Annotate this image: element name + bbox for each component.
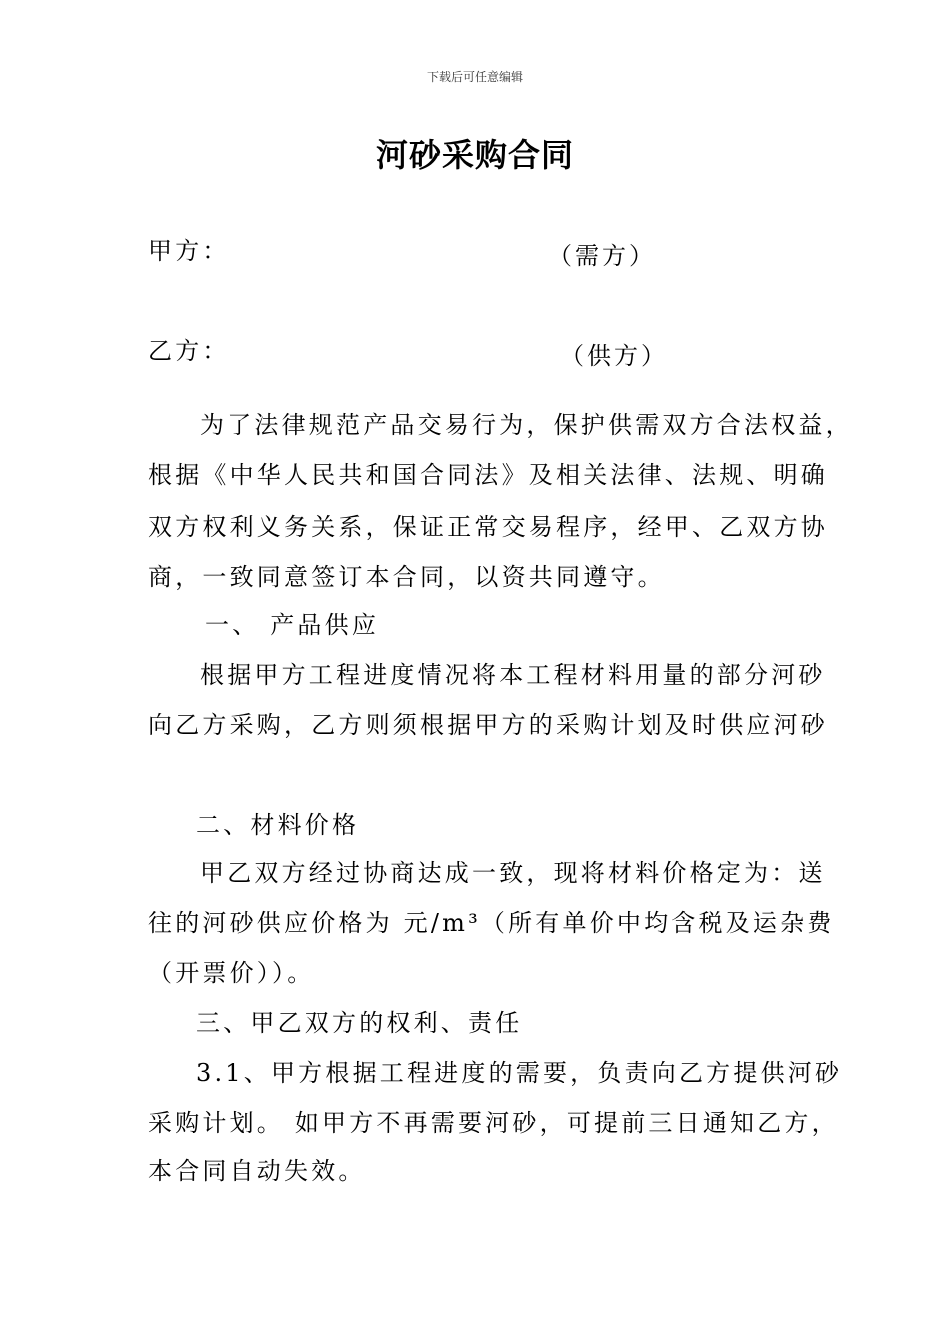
section-1-line: 向乙方采购，乙方则须根据甲方的采购计划及时供应河砂 (148, 711, 828, 739)
section-2-line: （开票价））。 (148, 959, 315, 987)
party-b-label: 乙方： (148, 337, 230, 365)
section-2-heading: 二、材料价格 (196, 811, 360, 839)
section-1-heading: 一、 产品供应 (205, 611, 380, 639)
document-title: 河砂采购合同 (375, 136, 574, 174)
section-3-line: 采购计划。 如甲方不再需要河砂，可提前三日通知乙方， (148, 1109, 839, 1137)
section-2-line: 甲乙双方经过协商达成一致，现将材料价格定为：送 (200, 859, 826, 887)
header-note: 下载后可任意编辑 (426, 70, 523, 84)
section-3-heading: 三、甲乙双方的权利、责任 (196, 1009, 523, 1037)
section-2-line: 往的河砂供应价格为 元/m³（所有单价中均含税及运杂费 (148, 909, 835, 937)
intro-line: 商，一致同意签订本合同，以资共同遵守。 (148, 563, 665, 591)
intro-line: 双方权利义务关系，保证正常交易程序，经甲、乙双方协 (148, 513, 828, 541)
intro-line: 为了法律规范产品交易行为，保护供需双方合法权益， (200, 411, 853, 439)
party-a-role: （需方） (548, 242, 656, 270)
section-3-line: 本合同自动失效。 (148, 1157, 366, 1185)
section-3-line: 3.1、甲方根据工程进度的需要，负责向乙方提供河砂 (196, 1059, 843, 1087)
party-a-label: 甲方： (148, 237, 230, 265)
intro-line: 根据《中华人民共和国合同法》及相关法律、法规、明确 (148, 461, 828, 489)
section-1-line: 根据甲方工程进度情况将本工程材料用量的部分河砂 (200, 661, 826, 689)
party-b-role: （供方） (560, 342, 668, 370)
